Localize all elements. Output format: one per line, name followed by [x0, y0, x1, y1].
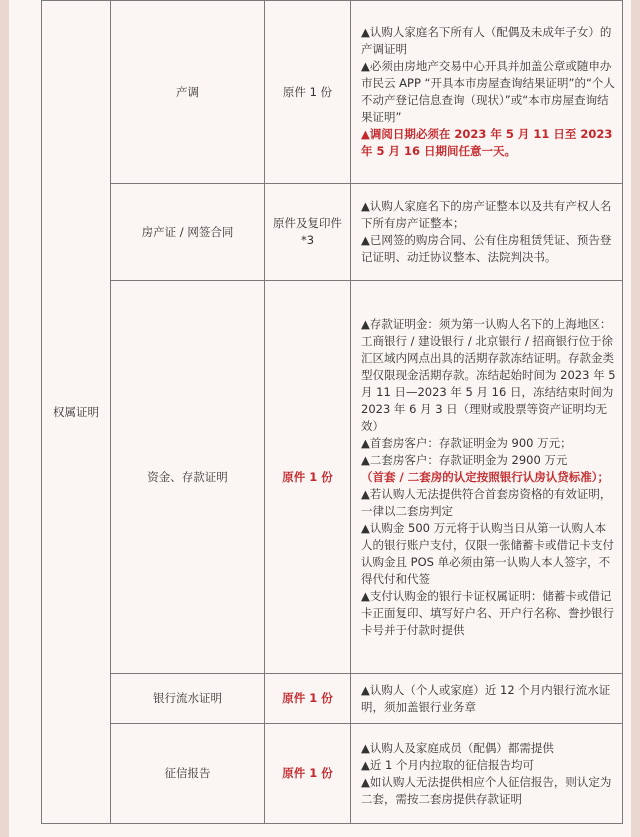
- material-cell: [265, 1, 351, 184]
- table-row: [42, 1, 623, 184]
- table-row: [42, 674, 623, 724]
- description-highlight: （首套 / 二套房的认定按照银行认房认贷标准）；: [361, 469, 609, 484]
- material-label: 原件 1 份: [282, 84, 333, 99]
- description-line: ▲存款证明金：须为第一认购人名下的上海地区：工商银行 / 建设银行 / 北京银行 / 招商银行位于徐汇区域内网点出具的活期存款冻结证明。存款金类型仅限现金活期存款。冻结起始时间为 2023 年 5 月 11 日—2023 年 5 月 16 日，冻结结束时间为 2023 年 6 月 3 日（理财或股票等资产证明均无效）: [361, 316, 616, 433]
- material-label: 原件及复印件 *3: [273, 216, 342, 247]
- item-name: 房产证 / 网签合同: [141, 224, 234, 239]
- table-row: [42, 281, 623, 674]
- table-row: [42, 724, 623, 824]
- description-cell: [351, 724, 623, 824]
- material-cell: [265, 674, 351, 724]
- ownership-proof-table: [41, 0, 623, 824]
- item-name: 资金、存款证明: [147, 469, 228, 484]
- description-line: ▲认购金 500 万元将于认购当日从第一认购人本人的银行账户支付，仅限一张储蓄卡或借记卡支付认购金且 POS 单必须由第一认购人本人签字，不得代付和代签: [361, 520, 614, 586]
- description-cell: [351, 674, 623, 724]
- description-line: ▲如认购人无法提供相应个人征信报告，则认定为二套，需按二套房提供存款证明: [361, 774, 612, 806]
- material-cell: [265, 724, 351, 824]
- item-name-cell: [111, 184, 265, 281]
- material-label: 原件 1 份: [282, 766, 333, 780]
- item-name: 产调: [176, 84, 199, 99]
- description-line: ▲首套房客户：存款证明金为 900 万元；: [361, 435, 572, 450]
- material-cell: [265, 184, 351, 281]
- description-line: ▲认购人（个人或家庭）近 12 个月内银行流水证明，须加盖银行业务章: [361, 682, 611, 714]
- category-label: 权属证明: [53, 404, 99, 419]
- item-name-cell: [111, 281, 265, 674]
- document-sheet: [9, 0, 631, 837]
- table-row: [42, 184, 623, 281]
- description-line: ▲认购人及家庭成员（配偶）都需提供: [361, 740, 554, 755]
- description-line: ▲认购人家庭名下所有人（配偶及未成年子女）的产调证明: [361, 25, 612, 56]
- description-line: ▲认购人家庭名下的房产证整本以及共有产权人名下所有房产证整本；: [361, 199, 612, 230]
- description-line: ▲二套房客户：存款证明金为 2900 万元: [361, 452, 568, 467]
- category-cell: [42, 1, 111, 824]
- item-name-cell: [111, 724, 265, 824]
- material-cell: [265, 281, 351, 674]
- item-name: 银行流水证明: [153, 691, 222, 705]
- material-label: 原件 1 份: [282, 691, 333, 705]
- description-line: ▲若认购人无法提供符合首套房资格的有效证明，一律以二套房判定: [361, 486, 612, 518]
- item-name: 征信报告: [164, 766, 211, 780]
- description-line: ▲近 1 个月内拉取的征信报告均可: [361, 757, 534, 772]
- description-line: ▲支付认购金的银行卡证权属证明：储蓄卡或借记卡正面复印、填写好户名、开户行名称、誊抄银行卡号并于付款时提供: [361, 588, 614, 637]
- description-cell: [351, 184, 623, 281]
- description-line: ▲已网签的购房合同、公有住房租赁凭证、预告登记证明、动迁协议整本、法院判决书。: [361, 233, 612, 264]
- description-highlight: ▲调阅日期必须在 2023 年 5 月 11 日至 2023 年 5 月 16 日期间任意一天。: [361, 127, 613, 158]
- description-cell: [351, 281, 623, 674]
- description-line: ▲必须由房地产交易中心开具并加盖公章或随申办市民云 APP “开具本市房屋查询结果证明”的“个人不动产登记信息查询（现状）”或“本市房屋查询结果证明”: [361, 59, 615, 124]
- item-name-cell: [111, 674, 265, 724]
- material-label: 原件 1 份: [282, 469, 333, 484]
- description-cell: [351, 1, 623, 184]
- item-name-cell: [111, 1, 265, 184]
